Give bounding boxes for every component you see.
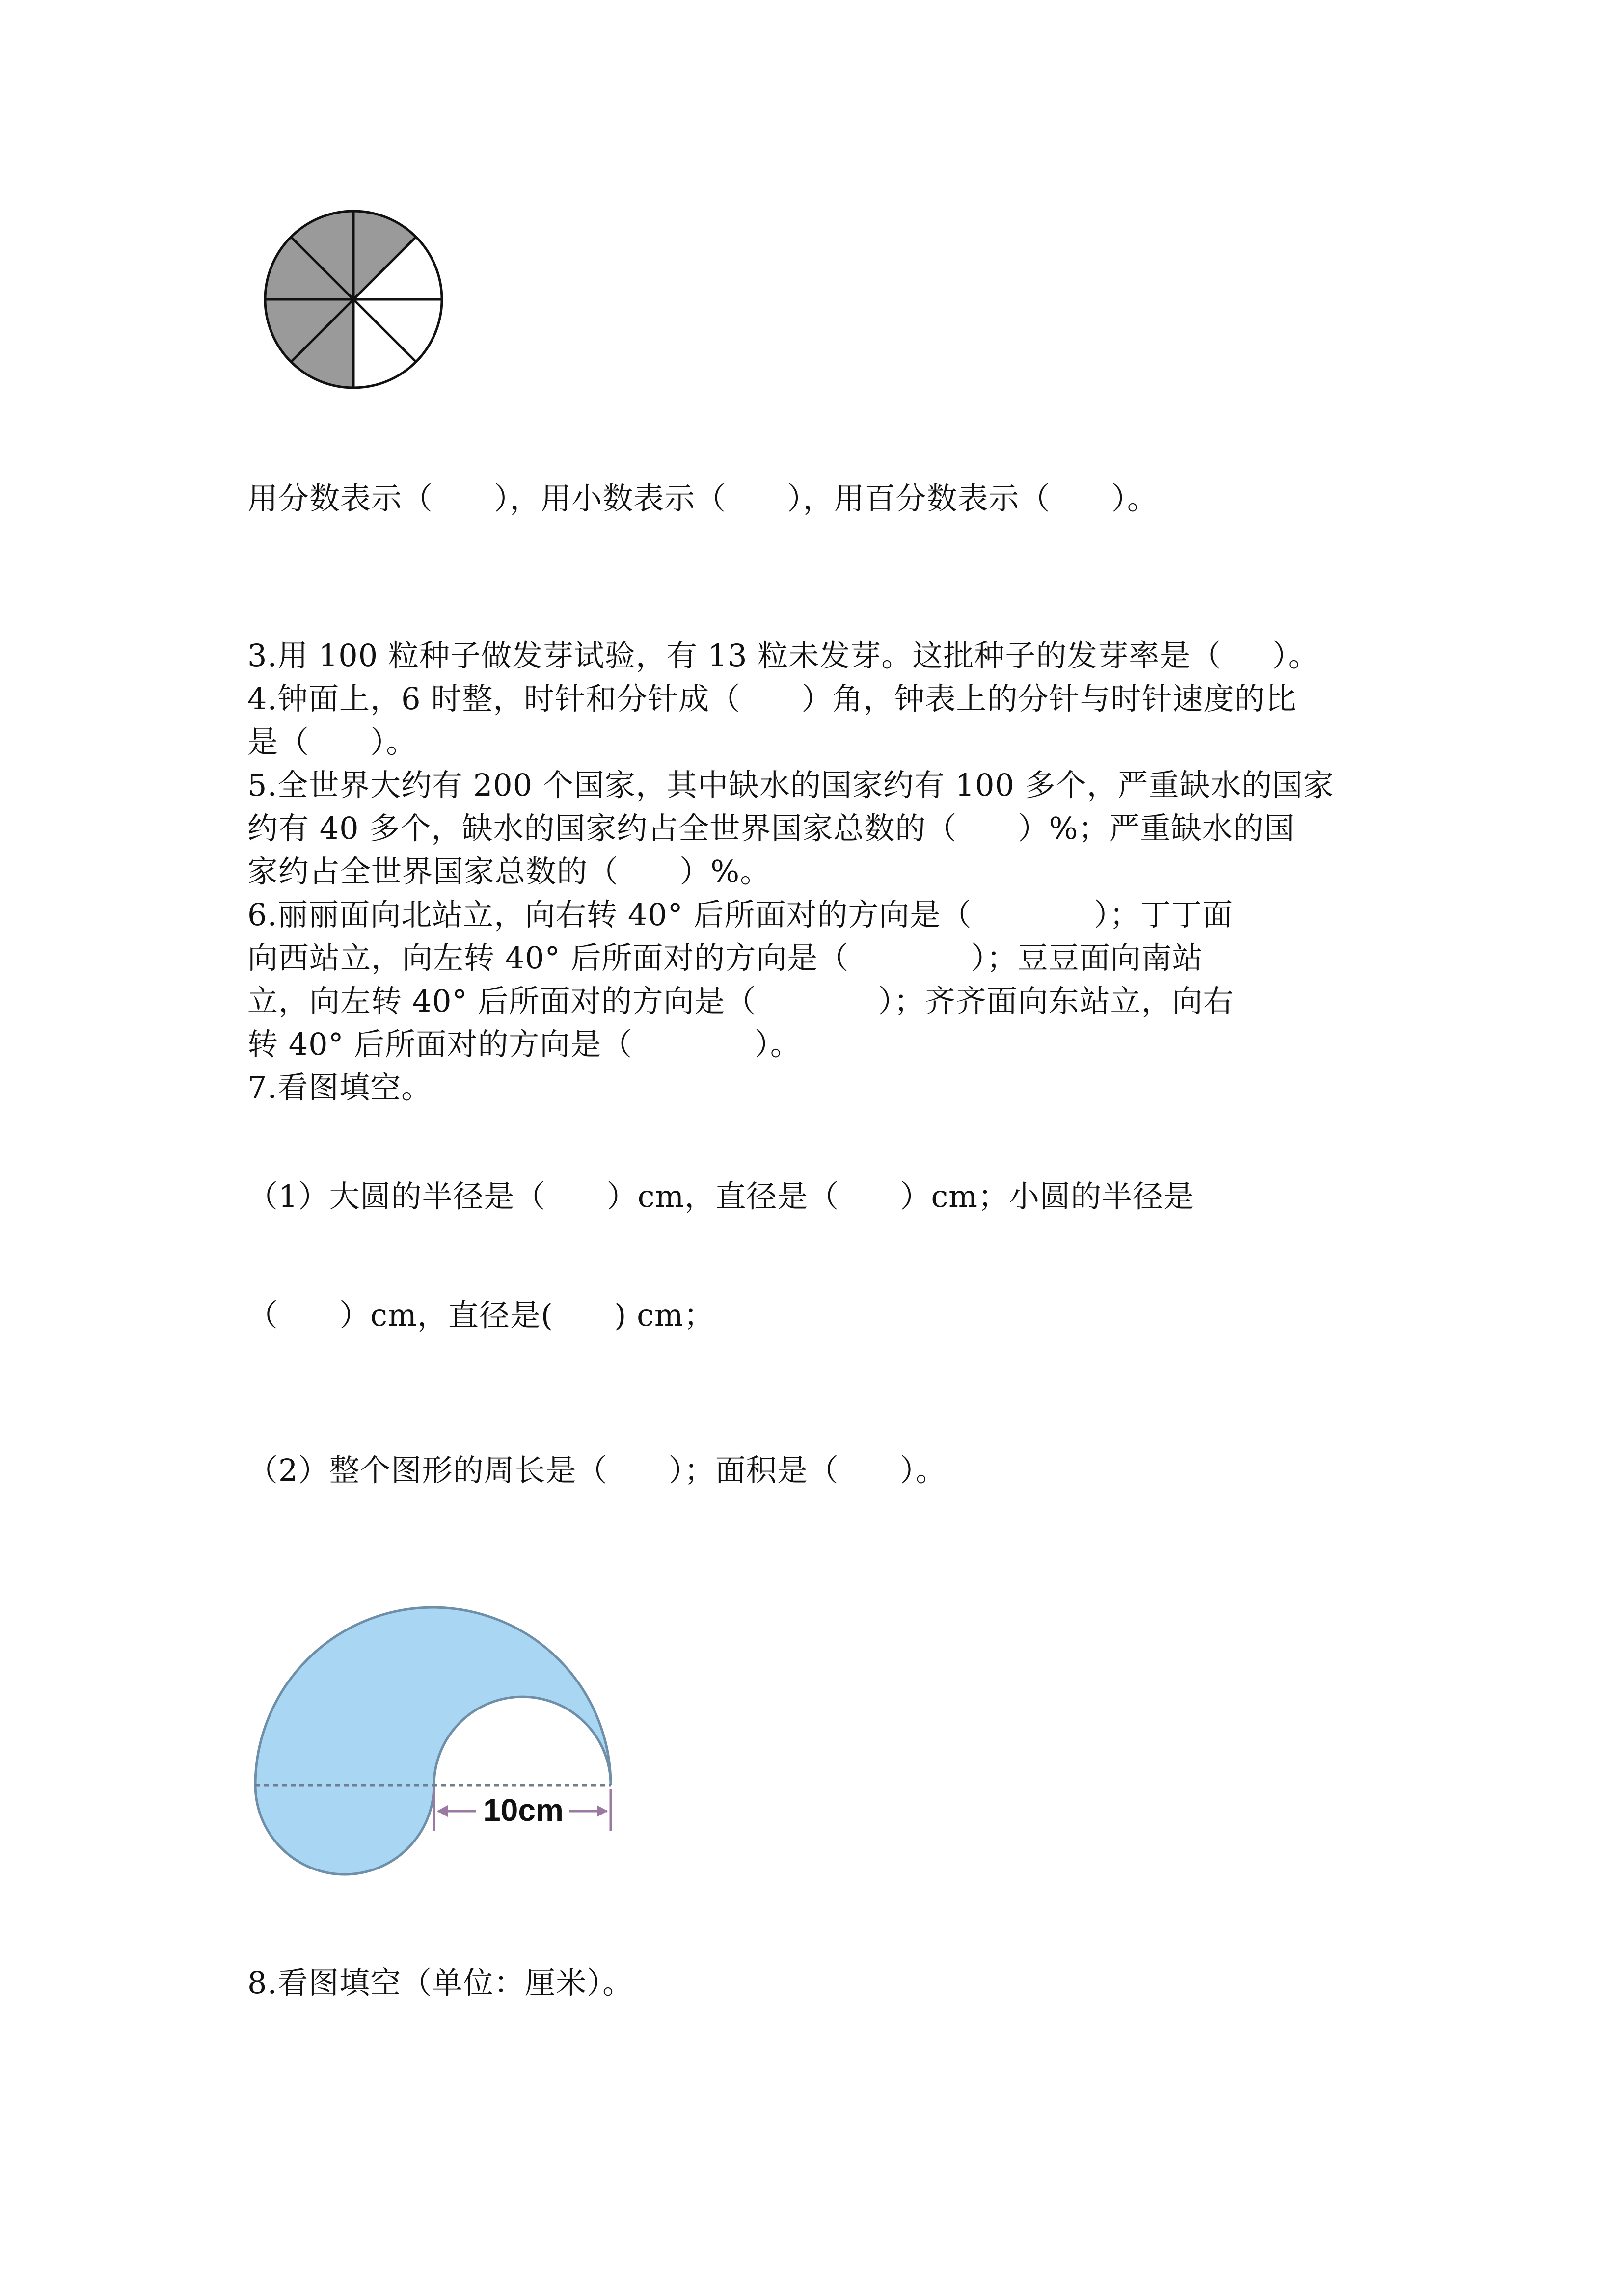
q6-direction-question-line1: 6.丽丽面向北站立，向右转 40° 后所面对的方向是（ ）；丁丁面 (247, 897, 1233, 933)
shape-blue-region (255, 1607, 611, 1874)
dimension-arrow-right (597, 1805, 608, 1817)
q2-fraction-question: 用分数表示（ ），用小数表示（ ），用百分数表示（ ）。 (247, 481, 1158, 516)
q6-direction-question-line2: 向西站立，向左转 40° 后所面对的方向是（ ）；豆豆面向南站 (247, 940, 1203, 976)
q8-title: 8.看图填空（单位：厘米）。 (247, 1965, 634, 2001)
dimension-arrow-left (437, 1805, 448, 1817)
q5-water-question-line3: 家约占全世界国家总数的（ ）%。 (247, 854, 771, 889)
q6-direction-question-line4: 转 40° 后所面对的方向是（ ）。 (247, 1026, 801, 1062)
pie-fraction-figure (255, 201, 452, 398)
q4-clock-question-line1: 4.钟面上，6 时整，时针和分针成（ ）角，钟表上的分针与时针速度的比 (247, 681, 1297, 717)
q4-clock-question-line2: 是（ ）。 (247, 724, 417, 760)
semicircle-shape-figure (245, 1600, 628, 1895)
dimension-label: 10cm (483, 1792, 564, 1828)
q5-water-question-line1: 5.全世界大约有 200 个国家，其中缺水的国家约有 100 多个，严重缺水的国家 (247, 767, 1334, 803)
q7-part1-line1: （1）大圆的半径是（ ）cm，直径是（ ）cm；小圆的半径是 (247, 1178, 1194, 1214)
q7-title: 7.看图填空。 (247, 1069, 433, 1105)
q7-part2: （2）整个图形的周长是（ ）；面积是（ ）。 (247, 1452, 947, 1488)
q6-direction-question-line3: 立，向左转 40° 后所面对的方向是（ ）；齐齐面向东站立，向右 (247, 983, 1234, 1019)
q5-water-question-line2: 约有 40 多个，缺水的国家约占全世界国家总数的（ ）%；严重缺水的国 (247, 810, 1295, 846)
q3-germination-question: 3.用 100 粒种子做发芽试验，有 13 粒未发芽。这批种子的发芽率是（ ）。 (247, 638, 1319, 673)
q7-part1-line2: （ ）cm，直径是( ) cm； (247, 1297, 715, 1333)
